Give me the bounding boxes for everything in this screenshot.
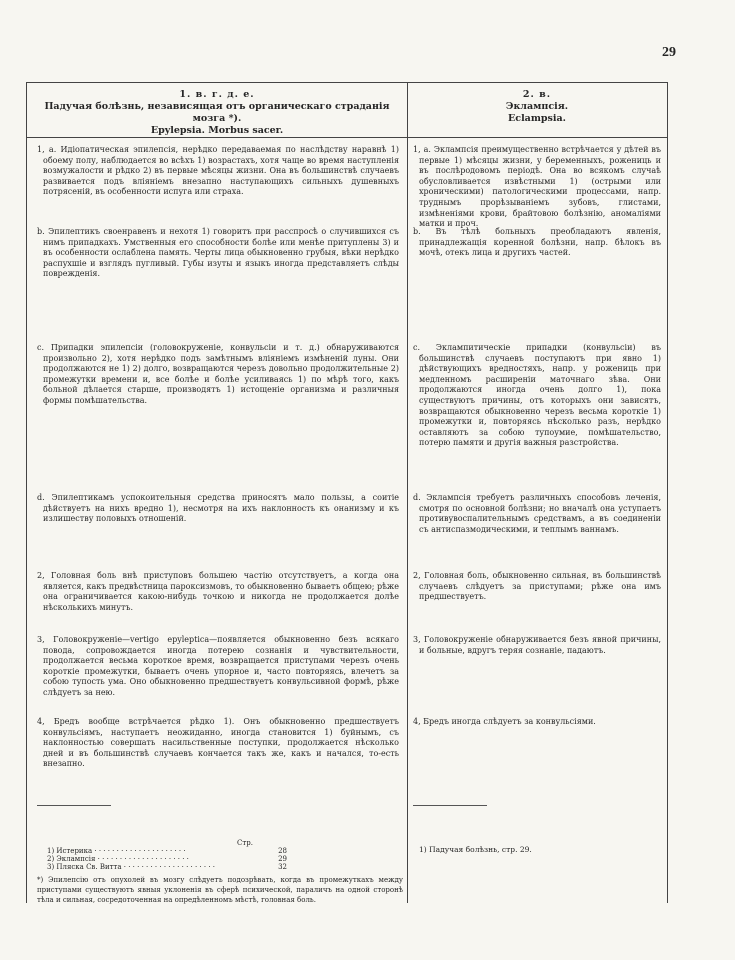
right-footnote: 1) Падучая болѣзнь, стр. 29. [419,845,532,854]
left-paragraph-1a: 1, a. Идіопатическая эпилепсія, нерѣдко передаваемая по наслѣдству наравнѣ 1) обоему полу, наблюдается во всѣхъ 1) возрастахъ, хотя чаще во время наступленія возмужалости и рѣдко 2) въ первые мѣсяцы жизни. Она въ большинствѣ случаевъ развивается подъ вліяніемъ внезапно наступающихъ сильныхъ душевныхъ потрясеній, въ особенности испуга или страха. [37,145,399,197]
footnote-page: 29 [278,855,287,863]
right-paragraph-3: 3, Головокруженіе обнаруживается безъ явной причины, и больные, вдругъ теряя сознаніе, падаютъ. [413,635,661,655]
right-paragraph-4: 4, Бредъ иногда слѣдуетъ за конвульсіями. [413,717,596,726]
page-number: 29 [662,45,676,60]
left-paragraph-2: 2, Головная боль внѣ приступовъ большею частію отсутствуетъ, а когда она является, какъ предвѣстница пароксизмовъ, то обыкновенно бываетъ общею; рѣже она ограничивается какою-нибудь точкою и никогда не продолжается долѣе нѣсколькихъ минутъ. [37,571,399,612]
footnote-label: 1) Истерика · · · [47,847,269,855]
left-paragraph-1c: c. Припадки эпилепсіи (головокруженіе, конвульсіи и т. д.) обнаруживаются произвольно 2), хотя нерѣдко подъ замѣтнымъ вліяніемъ измѣненій луны. Они продолжаются не 1) 2) долго, возвращаются черезъ довольно продолжительные 2) промежутки времени и, все болѣе и болѣе усиливаясь 1) по мѣрѣ того, какъ больной дѣлается старше, производятъ 1) истощеніе организма и различныя формы помѣшательства. [37,343,399,405]
left-section-subtitle: Epylepsia. Morbus sacer. [150,125,284,136]
comparison-table [26,82,668,903]
left-paragraph-4: 4, Бредъ вообще встрѣчается рѣдко 1). Онъ обыкновенно предшествуетъ конвульсіямъ, наступаетъ неожиданно, иногда становится 1) буйнымъ, съ наклонностью совершать насильственные поступки, продолжается нѣсколько дней и въ большинствѣ случаевъ кончается такъ же, какъ и начался, то-есть внезапно. [37,717,399,769]
asterisk-footnote: *) Эпилепсію отъ опухолей въ мозгу слѣдуетъ подозрѣвать, когда въ промежуткахъ между приступами существуютъ явныя уклоненія въ сферѣ психической, параличъ на одной сторонѣ тѣла и сильная, сосредоточенная на опредѣленномъ мѣстѣ, головная боль. [37,876,403,904]
footnote-item [47,847,287,855]
column-divider [407,83,408,903]
right-paragraph-1b: b. Въ тѣлѣ больныхъ преобладаютъ явленія, принадлежащія коренной болѣзни, напр. бѣлокъ въ мочѣ, отекъ лица и другихъ частей. [413,227,661,258]
right-paragraph-1c: c. Эклампитическіе припадки (конвульсіи) въ большинствѣ случаевъ поступаютъ при явно 1) дѣйствующихъ вредностяхъ, напр. у рожениць при медленномъ расширеніи маточнаго зѣва. Они продолжаются иногда очень долго 1), пока существуютъ причины, отъ которыхъ они зависятъ, возвращаются обыкновенно черезъ весьма короткіе 1) промежутки и, повторяясь нѣсколько разъ, нерѣдко оставляютъ за собою тупоумие, помѣшательство, потерю памяти и другія важныя разстройства. [413,343,661,448]
footnote-label: 2) Эклампсія · · · [47,855,269,863]
right-footnote-rule [413,805,487,806]
footnote-label: 3) Пляска Св. Витта · · · [47,863,269,871]
right-section-subtitle: Eclampsia. [508,113,566,124]
left-paragraph-1d: d. Эпилептикамъ успокоительныя средства приносятъ мало пользы, а соитіе дѣйствуетъ на нихъ вредно 1), несмотря на ихъ наклонность къ онанизму и къ излишеству половыхъ отношеній. [37,493,399,524]
footnote-item [47,855,287,863]
right-paragraph-2: 2, Головная боль, обыкновенно сильная, въ большинствѣ случаевъ слѣдуетъ за приступами; рѣже она имъ предшествуетъ. [413,571,661,602]
left-column-header [29,89,405,137]
footnote-item [47,863,287,871]
left-paragraph-1b: b. Эпилептикъ своенравенъ и нехотя 1) говоритъ при расспросѣ о случившихся съ нимъ припадкахъ. Умственныя его способности болѣе или менѣе притуплены 3) и въ особенности ослаблена память. Черты лица обыкновенно грубыя, вѣки нерѣдко распухшіе и взглядъ пугливый. Губы изуты и языкъ иногда представляетъ слѣды поврежденія. [37,227,399,279]
footnote-list [47,847,287,871]
left-paragraph-3: 3, Головокруженіе—vertigo epyleptica—появляется обыкновенно безъ всякаго повода, сопровождается иногда потерею сознанія и чувствительности, продолжается весьма короткое время, возвращается приступами черезъ очень короткіе промежутки, бываетъ очень упорное и, часто повторяясь, влечетъ за собою тупость ума. Оно обыкновенно предшествуетъ конвульсивной формѣ, рѣже слѣдуетъ за нею. [37,635,399,697]
header-divider [27,137,667,138]
right-column-header [409,89,665,125]
left-section-number: 1. в. г. д. е. [179,89,255,100]
right-paragraph-1d: d. Эклампсія требуетъ различныхъ способовъ леченія, смотря по основной болѣзни; но вначалѣ она уступаетъ противувоспалительнымъ средствамъ, а въ соединеніи съ антиспазмодическими, и теплымъ ваннамъ. [413,493,661,534]
footnote-page-heading: Стр. [237,839,253,847]
left-footnote-rule [37,805,111,806]
footnote-page: 28 [278,847,287,855]
right-section-title: Эклампсія. [505,101,569,112]
left-section-title: Падучая болѣзнь, независящая отъ органическаго страданія мозга *). [44,101,390,124]
right-section-number: 2. в. [522,89,552,100]
footnote-page: 32 [278,863,287,871]
right-paragraph-1a: 1, a. Эклампсія преимущественно встрѣчается у дѣтей въ первые 1) мѣсяцы жизни, у беременныхъ, рожениць и въ послѣродовомъ періодѣ. Она во всякомъ случаѣ обусловливается извѣстными 1) (острыми или хроническими) патологическими процессами, напр. труднымъ прорѣзываніемъ зубовъ, глистами, измѣненіями крови, брайтовою болѣзнію, аномаліями матки и проч. [413,145,661,229]
